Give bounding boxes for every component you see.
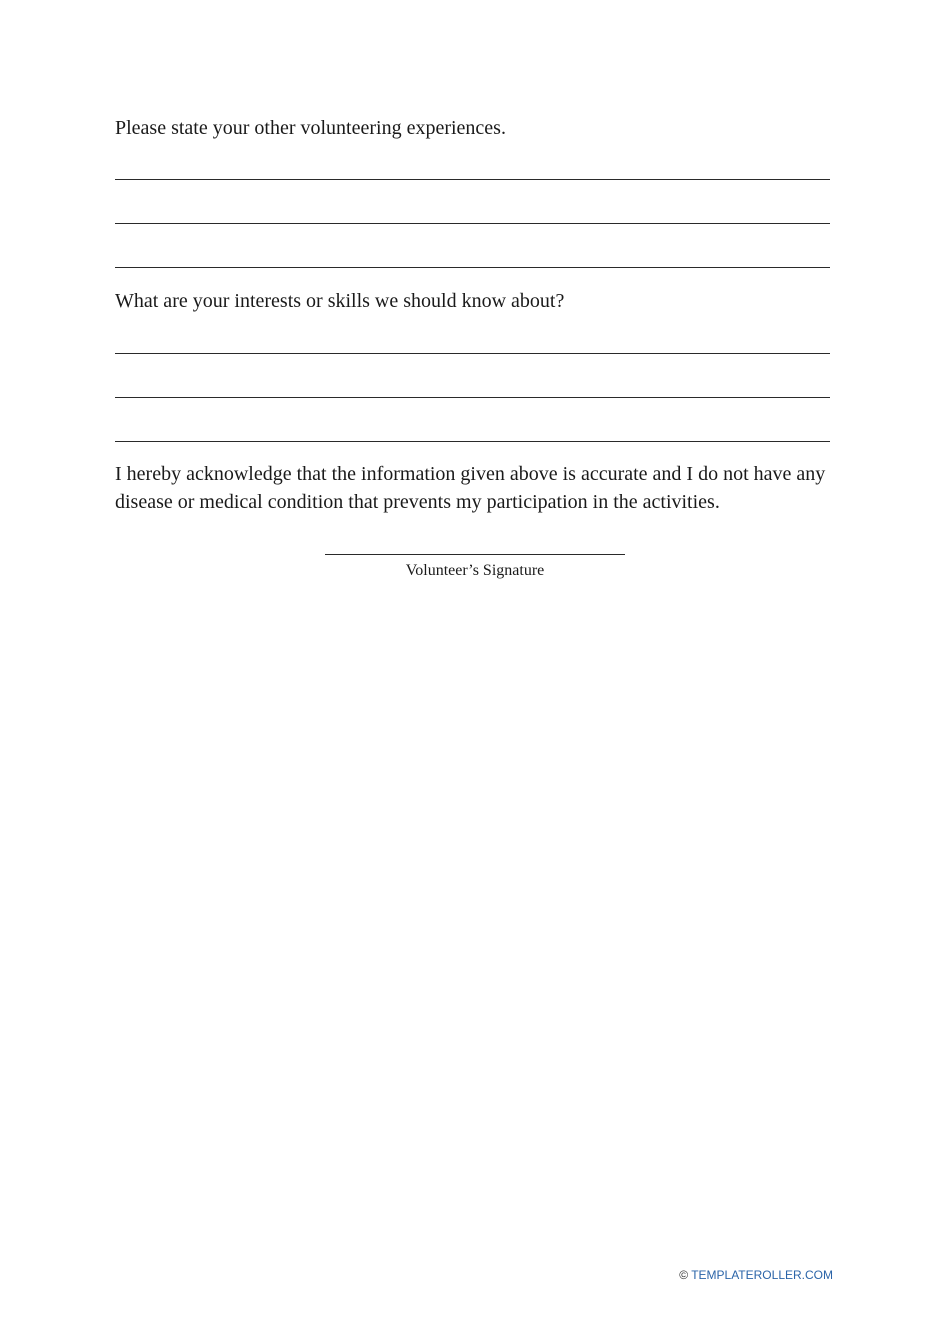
answer-line-volunteering-1[interactable] [115,179,830,180]
acknowledgement-statement: I hereby acknowledge that the information given above is accurate and I do not have any disease or medical condition that prevents my participation in the activities. [115,463,826,513]
answer-line-interests-2[interactable] [115,397,830,398]
question-volunteering-experiences: Please state your other volunteering experiences. [115,117,506,139]
question-interests-skills: What are your interests or skills we should know about? [115,290,565,312]
answer-line-volunteering-3[interactable] [115,267,830,268]
footer-credit [679,1267,833,1283]
copyright-icon: © [679,1268,689,1282]
answer-line-volunteering-2[interactable] [115,223,830,224]
signature-label: Volunteer’s Signature [405,562,545,579]
answer-line-interests-3[interactable] [115,441,830,442]
answer-line-interests-1[interactable] [115,353,830,354]
footer-site-link[interactable]: TEMPLATEROLLER.COM [691,1268,833,1282]
signature-line[interactable] [325,554,625,555]
